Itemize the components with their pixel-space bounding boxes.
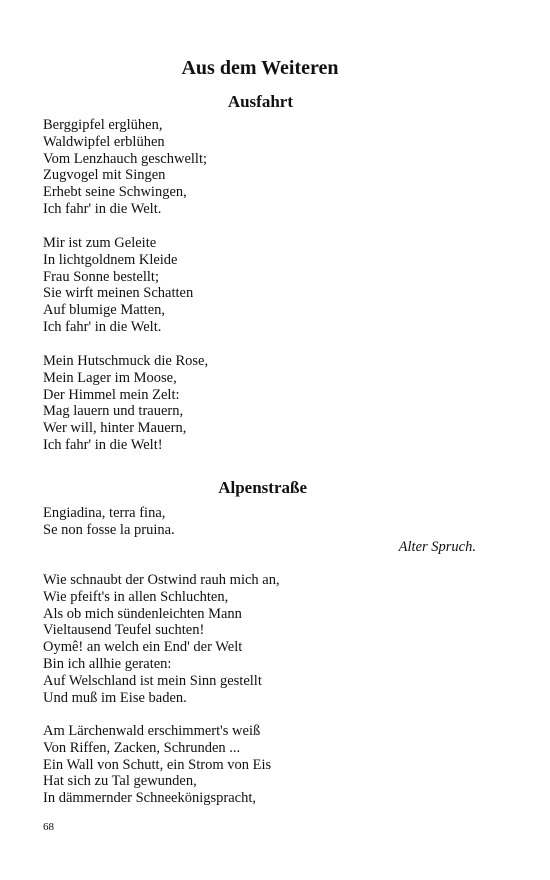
verse-line: Mir ist zum Geleite	[43, 235, 157, 251]
verse-line: Am Lärchenwald erschimmert's weiß	[43, 723, 261, 739]
verse-line: Auf blumige Matten,	[43, 302, 166, 319]
verse-line: Vom Lenzhauch geschwellt;	[43, 150, 208, 167]
stanza-alpenstrasse-2	[43, 723, 271, 807]
verse-line: Ich fahr' in die Welt.	[43, 318, 162, 335]
verse-line: Als ob mich sündenleichten Mann	[43, 605, 242, 622]
verse-line: Wie schnaubt der Ostwind rauh mich an,	[43, 572, 280, 588]
verse-line: Berggipfel erglühen,	[43, 117, 163, 133]
stanza-ausfahrt-3	[43, 353, 208, 454]
verse-line: Ein Wall von Schutt, ein Strom von Eis	[43, 756, 272, 773]
stanza-ausfahrt-2	[43, 235, 193, 336]
verse-line: Hat sich zu Tal gewunden,	[43, 773, 197, 790]
verse-line: Sie wirft meinen Schatten	[43, 285, 194, 302]
verse-line: Waldwipfel erblühen	[43, 133, 165, 150]
verse-line: Der Himmel mein Zelt:	[43, 386, 180, 403]
verse-line: Wie pfeift's in allen Schluchten,	[43, 588, 229, 605]
verse-line: Auf Welschland ist mein Sinn gestellt	[43, 672, 262, 689]
verse-line: Zugvogel mit Singen	[43, 167, 166, 184]
poem-title-ausfahrt: Ausfahrt	[227, 92, 293, 111]
verse-line: Ich fahr' in die Welt!	[43, 436, 163, 453]
verse-line: Mein Lager im Moose,	[43, 369, 177, 386]
page-number: 68	[43, 821, 54, 833]
verse-line: Mag lauern und trauern,	[43, 403, 184, 420]
verse-line: Wer will, hinter Mauern,	[43, 420, 187, 437]
epigraph-source: Alter Spruch.	[398, 539, 476, 555]
verse-line: Erhebt seine Schwingen,	[43, 184, 187, 201]
epigraph	[43, 505, 175, 539]
epigraph-line: Se non fosse la pruina.	[43, 521, 175, 538]
stanza-ausfahrt-1	[43, 117, 207, 218]
verse-line: Mein Hutschmuck die Rose,	[43, 353, 209, 369]
verse-line: Oymê! an welch ein End' der Welt	[43, 639, 243, 656]
poem-title-alpenstrasse: Alpenstraße	[218, 478, 307, 497]
verse-line: Frau Sonne bestellt;	[43, 268, 159, 285]
epigraph-line: Engiadina, terra fina,	[43, 505, 166, 521]
verse-line: Ich fahr' in die Welt.	[43, 200, 162, 217]
verse-line: Bin ich allhie geraten:	[43, 655, 172, 672]
verse-line: Vieltausend Teufel suchten!	[43, 622, 205, 639]
stanza-alpenstrasse-1	[43, 572, 280, 706]
verse-line: Von Riffen, Zacken, Schrunden ...	[43, 739, 241, 756]
verse-line: Und muß im Eise baden.	[43, 689, 187, 706]
verse-line: In lichtgoldnem Kleide	[43, 251, 178, 268]
verse-line: In dämmernder Schneekönigspracht,	[43, 790, 256, 807]
section-title: Aus dem Weiteren	[181, 57, 339, 79]
